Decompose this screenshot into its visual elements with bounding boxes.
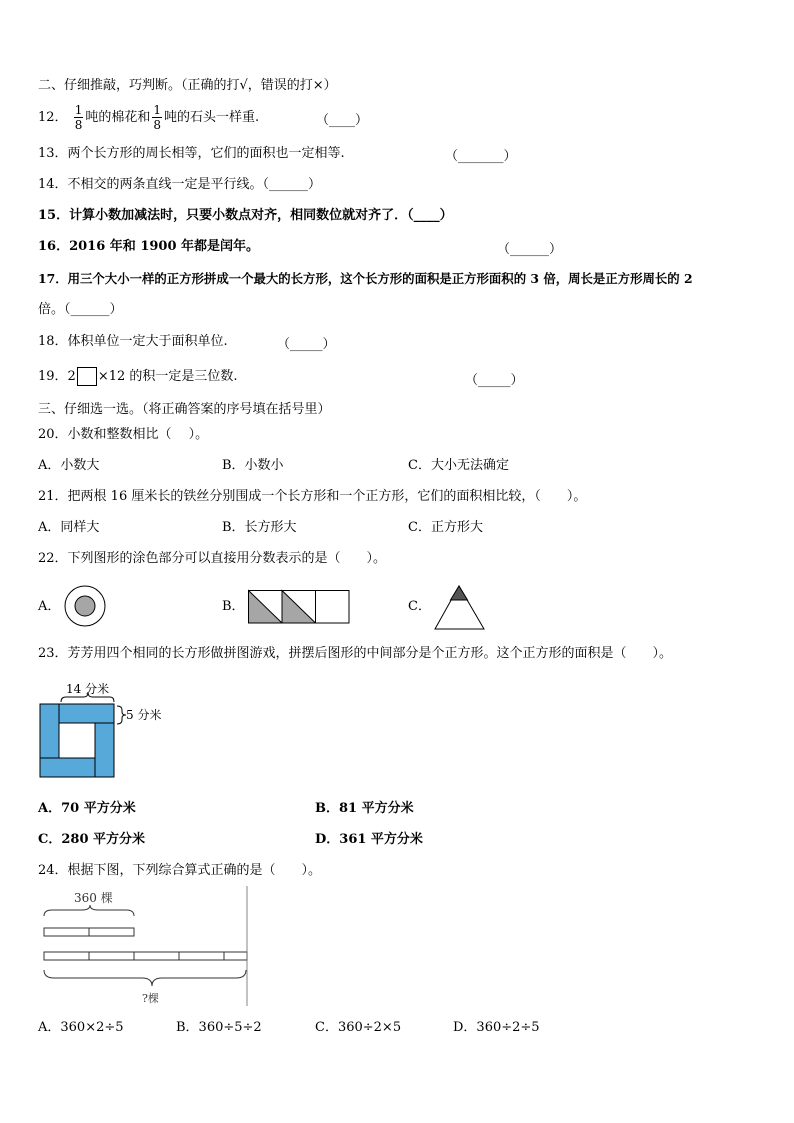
question-23: 23．芳芳用四个相同的长方形做拼图游戏，拼摆后图形的中间部分是个正方形。这个正方形的面积是（ ）。 (38, 646, 673, 661)
label-14-dm: 14 分米 (66, 682, 110, 696)
option-d[interactable]: D．361 平方分米 (315, 832, 423, 847)
section-3-heading: 三、仔细选一选。（将正确答案的序号填在括号里） (38, 402, 331, 417)
option-c[interactable]: C． (408, 599, 431, 614)
option-a[interactable]: A．360×2÷5 (38, 1020, 124, 1035)
option-b[interactable]: B．81 平方分米 (315, 801, 414, 816)
answer-blank[interactable]: （_______） (445, 149, 517, 164)
option-b[interactable]: B． (222, 599, 245, 614)
option-c[interactable]: C．360÷2×5 (315, 1020, 402, 1035)
q12-number: 12． (38, 110, 68, 125)
question-22: 22．下列图形的涂色部分可以直接用分数表示的是（ ）。 (38, 551, 387, 566)
top-brace (44, 905, 134, 916)
option-a[interactable]: A． (38, 599, 61, 614)
answer-blank[interactable]: （______） (497, 242, 563, 257)
label-360-trees: 360 棵 (74, 891, 113, 905)
question-12 (38, 103, 259, 133)
fraction-one-eighth (74, 103, 84, 132)
bottom-brace (44, 970, 246, 986)
option-c[interactable]: C．大小无法确定 (408, 458, 509, 473)
q12-text-part1: 吨的棉花和 (85, 110, 151, 125)
option-b[interactable]: B．小数小 (222, 458, 284, 473)
shaded-inner-circle (75, 596, 95, 616)
question-17-line2: 倍。（______） (38, 302, 123, 317)
answer-blank[interactable]: （_____） (465, 373, 524, 388)
question-14: 14．不相交的两条直线一定是平行线。（______） (38, 177, 322, 192)
q19-suffix: ×12 的积一定是三位数. (97, 369, 238, 384)
figure-triangle (434, 585, 486, 631)
option-a[interactable]: A．同样大 (38, 520, 100, 535)
shaded-top-triangle (451, 586, 468, 600)
option-b[interactable]: B．360÷5÷2 (176, 1020, 262, 1035)
answer-blank[interactable]: （_____） (277, 337, 336, 352)
question-20: 20．小数和整数相比（ ）。 (38, 427, 209, 442)
question-24: 24．根据下图，下列综合算式正确的是（ ）。 (38, 863, 322, 878)
question-19 (38, 367, 238, 386)
option-c[interactable]: C．280 平方分米 (38, 832, 146, 847)
section-2-heading: 二、仔细推敲，巧判断。（正确的打√，错误的打×） (38, 78, 337, 93)
question-18: 18．体积单位一定大于面积单位. (38, 334, 228, 349)
option-a[interactable]: A．小数大 (38, 458, 100, 473)
square-3 (316, 591, 350, 624)
figure-square-frame (38, 680, 168, 780)
fraction-numerator: 1 (74, 103, 83, 117)
question-21: 21．把两根 16 厘米长的铁丝分别围成一个长方形和一个正方形，它们的面积相比较，（ ）。 (38, 489, 587, 504)
figure-concentric-circles (64, 586, 108, 626)
question-16: 16．2016 年和 1900 年都是闰年。 (38, 239, 260, 254)
long-bar (44, 952, 247, 960)
fraction-denominator: 8 (153, 118, 161, 132)
option-c[interactable]: C．正方形大 (408, 520, 483, 535)
label-5-dm: 5 分米 (126, 708, 162, 722)
question-15: 15．计算小数加减法时，只要小数点对齐，相同数位就对齐了．（____） (38, 208, 453, 223)
option-b[interactable]: B．长方形大 (222, 520, 297, 535)
answer-blank[interactable]: （____） (316, 113, 369, 128)
fraction-numerator: 1 (153, 103, 161, 117)
side-brace (117, 706, 126, 724)
digit-box[interactable] (77, 367, 97, 386)
fraction-one-eighth (152, 103, 162, 132)
inner-square-hole (59, 723, 95, 758)
fraction-denominator: 8 (74, 118, 83, 132)
question-17-line1: 17．用三个大小一样的正方形拼成一个最大的长方形，这个长方形的面积是正方形面积的 3 倍，周长是正方形周长的 2 (38, 271, 693, 286)
option-a[interactable]: A．70 平方分米 (38, 801, 136, 816)
label-unknown-trees: ?棵 (142, 992, 159, 1005)
question-13: 13．两个长方形的周长相等，它们的面积也一定相等. (38, 146, 345, 161)
q19-prefix: 19．2 (38, 369, 76, 384)
figure-line-segments (38, 886, 253, 1011)
q12-text-part2: 吨的石头一样重. (163, 110, 260, 125)
option-d[interactable]: D．360÷2÷5 (453, 1020, 540, 1035)
figure-three-squares (248, 590, 352, 624)
